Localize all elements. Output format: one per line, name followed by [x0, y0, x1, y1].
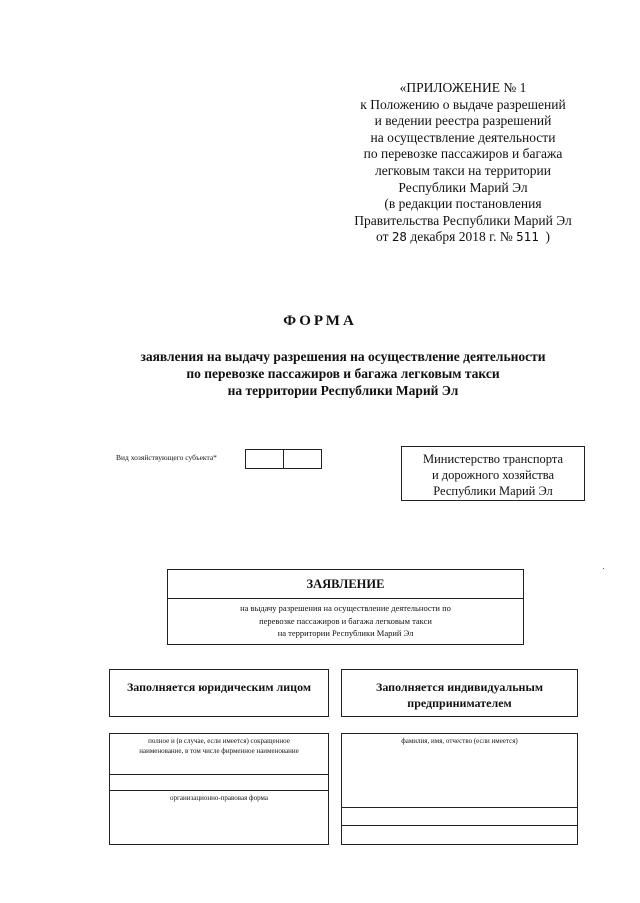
ministry-line: Министерство транспорта: [422, 452, 564, 466]
subject-type-cell-2[interactable]: [283, 450, 321, 468]
full-name-label-line: полное и (в случае, если имеется) сокращенное: [148, 737, 290, 745]
statement-box: [167, 569, 524, 645]
date-number: 511: [516, 229, 539, 245]
appendix-line: Республики Марий Эл: [398, 179, 528, 195]
full-name-divider: [110, 774, 328, 775]
appendix-line: по перевозке пассажиров и багажа: [363, 146, 563, 162]
form-subtitle-line: на территории Республики Марий Эл: [227, 383, 459, 398]
statement-desc-line: на выдачу разрешения на осуществление деятельности по: [240, 603, 451, 613]
appendix-line: на осуществление деятельности: [370, 129, 556, 145]
form-subtitle-line: по перевозке пассажиров и багажа легковым такси: [186, 366, 500, 381]
appendix-date-line: [318, 229, 608, 246]
full-name-field[interactable]: [110, 734, 328, 791]
subject-type-cell-1[interactable]: [246, 450, 283, 468]
legal-entity-fields: [109, 733, 329, 845]
statement-description: [168, 599, 523, 640]
entrepreneur-field-row[interactable]: [342, 826, 577, 844]
fio-field[interactable]: [342, 734, 577, 808]
appendix-line: «ПРИЛОЖЕНИЕ № 1: [399, 80, 527, 95]
appendix-line: легковым такси на территории: [374, 162, 551, 178]
statement-desc-line: перевозке пассажиров и багажа легковым такси: [259, 615, 432, 626]
entrepreneur-header-line: предпринимателем: [407, 696, 512, 710]
entrepreneur-field-row[interactable]: [342, 808, 577, 826]
legal-entity-header: Заполняется юридическим лицом: [109, 669, 329, 717]
date-prefix: от: [376, 229, 389, 245]
ministry-line: Республики Марий Эл: [433, 484, 553, 498]
appendix-header: [318, 80, 608, 246]
legal-form-label: организационно-правовая форма: [170, 794, 268, 802]
legal-form-field[interactable]: [110, 791, 328, 845]
entrepreneur-header: [341, 669, 578, 717]
date-suffix: ): [545, 229, 550, 245]
appendix-line: Правительства Республики Марий Эл: [354, 212, 572, 228]
statement-title: ЗАЯВЛЕНИЕ: [168, 570, 523, 599]
date-month-year: декабря 2018 г. №: [410, 229, 513, 245]
appendix-line: (в редакции постановления: [384, 196, 542, 212]
entrepreneur-fields: [341, 733, 578, 845]
statement-desc-line: на территории Республики Марий Эл: [277, 628, 414, 638]
entrepreneur-header-line: Заполняется индивидуальным: [375, 680, 543, 694]
scan-speck: [603, 568, 604, 569]
form-subtitle-line: заявления на выдачу разрешения на осуществление деятельности: [140, 349, 546, 364]
appendix-line: к Положению о выдаче разрешений: [360, 96, 566, 112]
appendix-line: и ведении реестра разрешений: [374, 113, 552, 129]
ministry-line: и дорожного хозяйства: [431, 468, 555, 482]
subject-type-label: Вид хозяйствующего субъекта*: [116, 453, 217, 462]
form-title: ФОРМА: [283, 313, 357, 329]
form-subtitle: [60, 348, 626, 399]
full-name-label-line: наименование, в том числе фирменное наименование: [139, 747, 299, 755]
fio-label: фамилия, имя, отчество (если имеется): [401, 737, 518, 745]
subject-type-boxes[interactable]: [245, 449, 322, 469]
ministry-recipient-box: [401, 446, 585, 501]
date-day: 28: [391, 229, 407, 245]
